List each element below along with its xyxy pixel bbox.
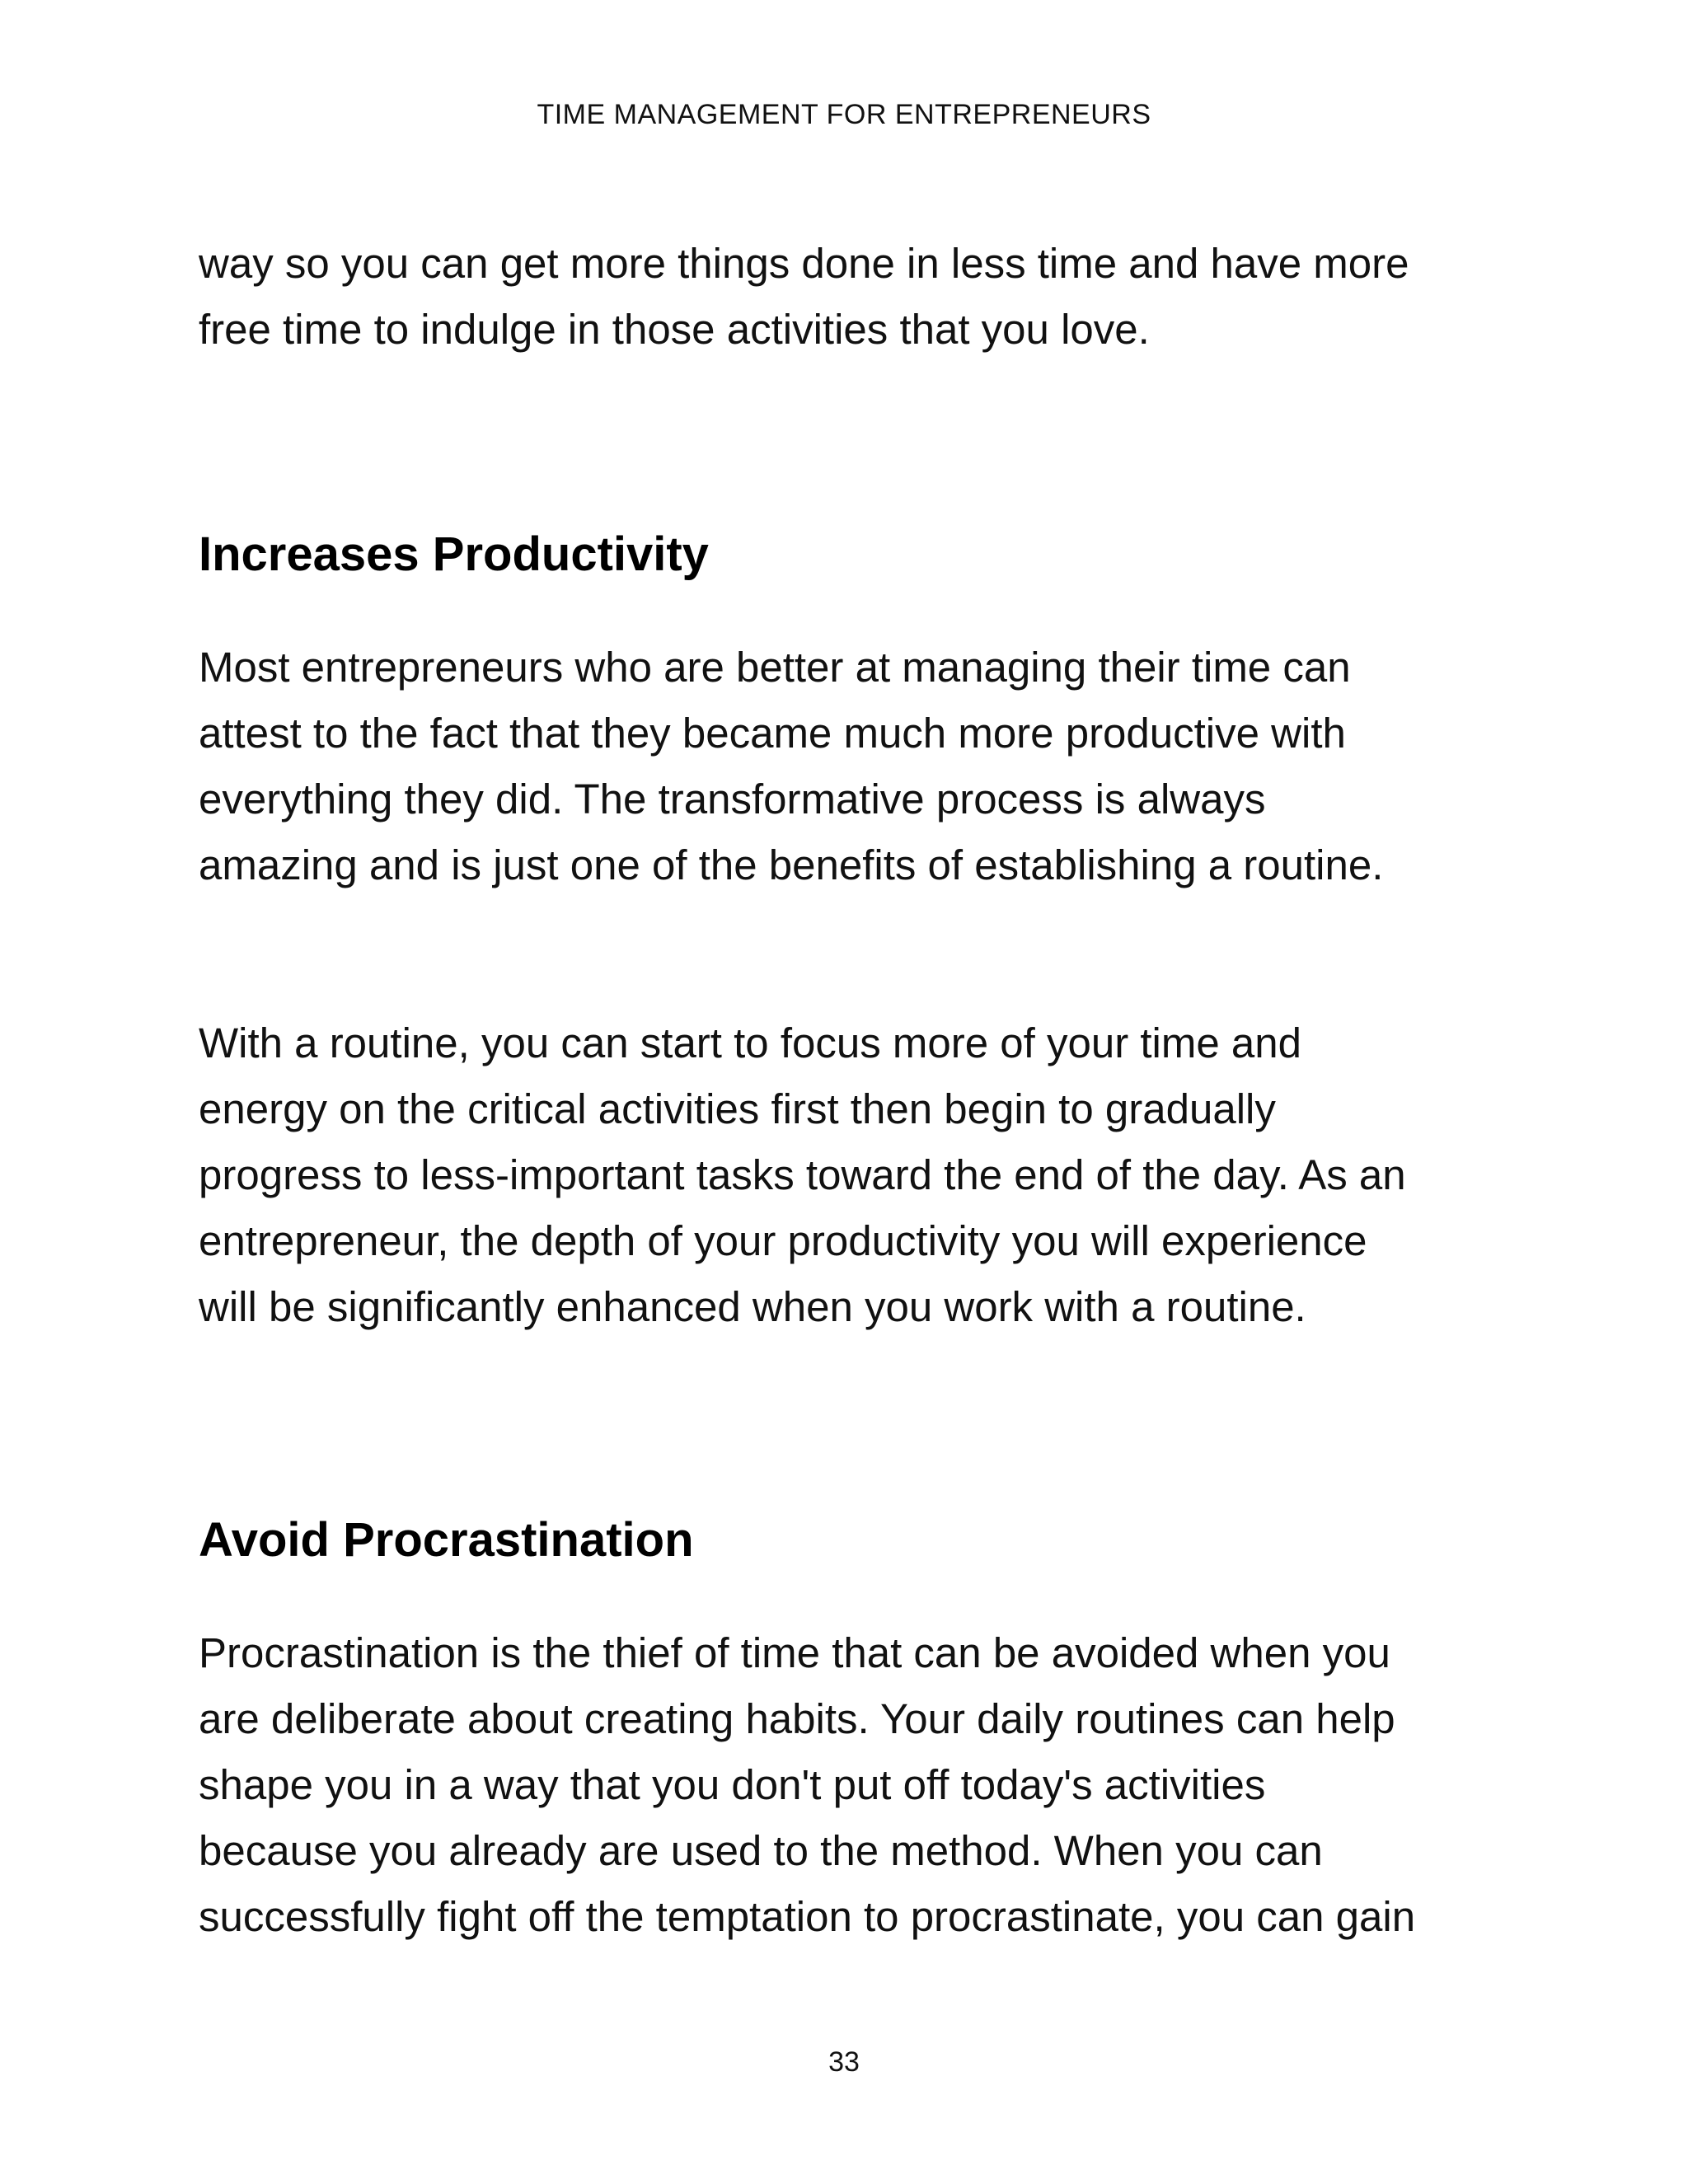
text-line: amazing and is just one of the benefits of establishing a routine. (199, 841, 1384, 888)
text-line: With a routine, you can start to focus more of your time and (199, 1019, 1301, 1066)
text-line: entrepreneur, the depth of your productivity you will experience (199, 1217, 1367, 1264)
intro-paragraph (199, 231, 1517, 363)
procrastination-paragraph-1 (199, 1620, 1517, 1950)
running-header: TIME MANAGEMENT FOR ENTREPRENEURS (537, 99, 1151, 130)
page-number: 33 (828, 2046, 860, 2078)
text-line: progress to less-important tasks toward the end of the day. As an (199, 1151, 1406, 1198)
text-line: because you already are used to the method. When you can (199, 1827, 1323, 1874)
text-line: everything they did. The transformative process is always (199, 776, 1266, 823)
text-line: successfully fight off the temptation to procrastinate, you can gain (199, 1893, 1416, 1940)
section-heading-avoid-procrastination: Avoid Procrastination (199, 1513, 694, 1567)
text-line: energy on the critical activities first then begin to gradually (199, 1085, 1276, 1132)
text-line: free time to indulge in those activities that you love. (199, 306, 1150, 353)
text-line: will be significantly enhanced when you work with a routine. (199, 1283, 1306, 1330)
productivity-paragraph-2 (199, 1010, 1517, 1340)
text-line: way so you can get more things done in less time and have more (199, 240, 1409, 287)
text-line: are deliberate about creating habits. Your daily routines can help (199, 1695, 1395, 1742)
text-line: attest to the fact that they became much more productive with (199, 710, 1346, 757)
productivity-paragraph-1 (199, 635, 1517, 898)
text-line: shape you in a way that you don't put off today's activities (199, 1761, 1266, 1808)
text-line: Procrastination is the thief of time that can be avoided when you (199, 1629, 1390, 1676)
text-line: Most entrepreneurs who are better at managing their time can (199, 644, 1351, 691)
section-heading-increases-productivity: Increases Productivity (199, 527, 709, 581)
